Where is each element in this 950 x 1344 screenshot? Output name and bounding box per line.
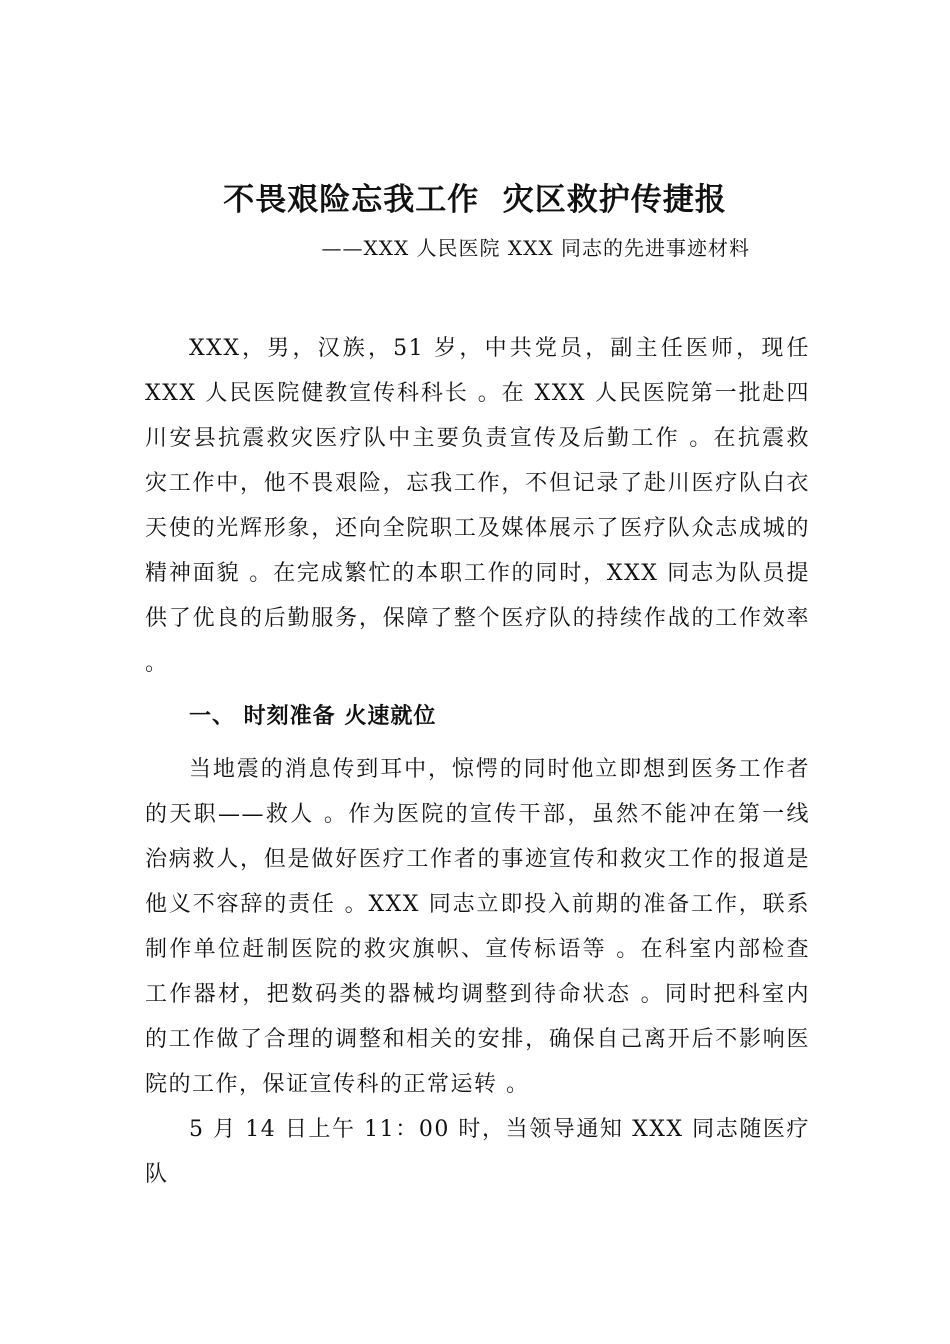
section-paragraph: 当地震的消息传到耳中，惊愕的同时他立即想到医务工作者的天职——救人 。作为医院的宣传干部，虽然不能冲在第一线治病救人，但是做好医疗工作者的事迹宣传和救灾工作的报道是他义不容辞的责任 。XXX 同志立即投入前期的准备工作，联系制作单位赶制医院的救灾旗帜、宣传标语等 。在科室内部检查工作器材，把数码类的器械均调整到待命状态 。同时把科室内的工作做了合理的调整和相关的安排，确保自己离开后不影响医院的工作，保证宣传科的正常运转 。 <box>145 757 810 1097</box>
document-body <box>145 326 810 1197</box>
document-title: 不畏艰险忘我工作 灾区救护传捷报 <box>223 182 727 218</box>
section-heading: 一、 时刻准备 火速就位 <box>189 704 437 729</box>
document-subtitle: ——XXX 人民医院 XXX 同志的先进事迹材料 <box>321 236 750 260</box>
intro-paragraph: XXX，男，汉族，51 岁，中共党员，副主任医师，现任 XXX 人民医院健教宣传科科长 。在 XXX 人民医院第一批赴四川安县抗震救灾医疗队中主要负责宣传及后勤工作 。在抗震救灾工作中，他不畏艰险，忘我工作，不但记录了赴川医疗队白衣天使的光辉形象，还向全院职工及媒体展示了医疗队众志成城的精神面貌 。在完成繁忙的本职工作的同时，XXX 同志为队员提供了优良的后勤服务，保障了整个医疗队的持续作战的工作效率 。 <box>145 336 810 676</box>
section-paragraph: 5 月 14 日上午 11：00 时，当领导通知 XXX 同志随医疗队 <box>145 1117 810 1187</box>
